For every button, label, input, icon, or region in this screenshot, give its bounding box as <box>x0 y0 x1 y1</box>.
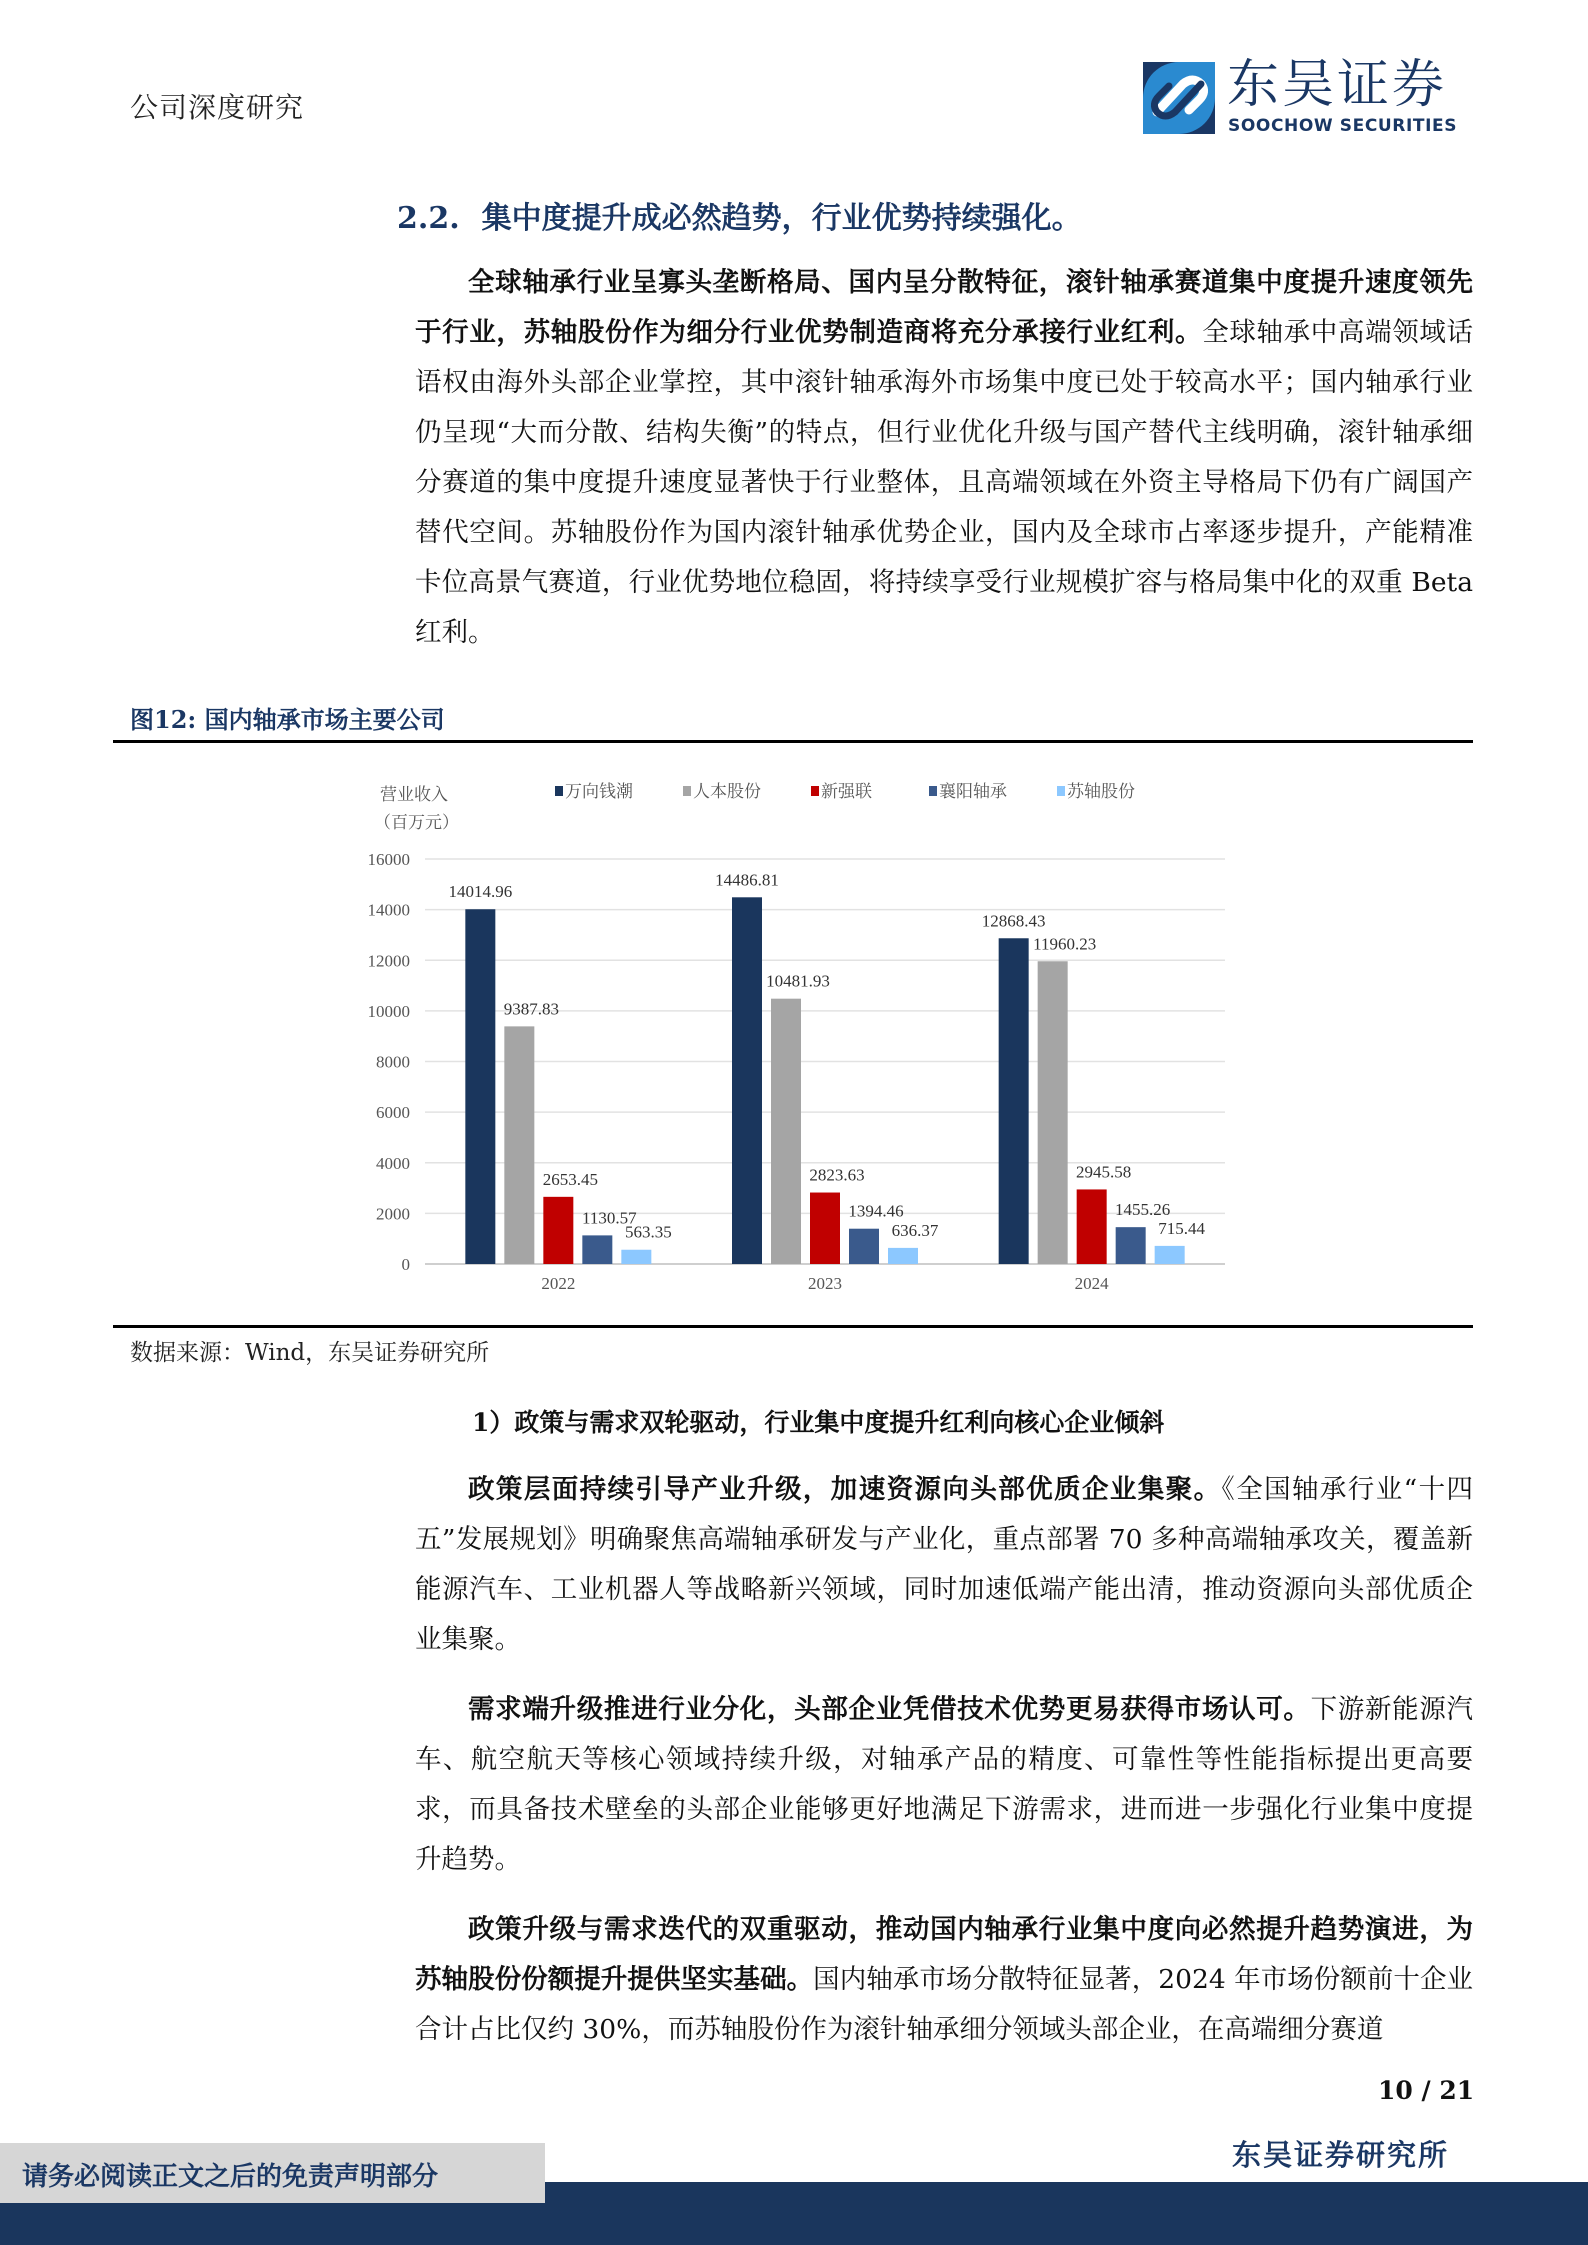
x-tick-label: 2022 <box>541 1274 576 1293</box>
disclaimer-link[interactable]: 请务必阅读正文之后的免责声明部分 <box>22 2162 439 2192</box>
data-label: 2823.63 <box>809 1165 865 1185</box>
legend-label: 人本股份 <box>693 782 761 801</box>
y-tick-label: 2000 <box>376 1204 410 1224</box>
legend-label: 新强联 <box>821 782 872 801</box>
data-label: 10481.93 <box>766 971 830 991</box>
data-label: 12868.43 <box>981 911 1046 931</box>
y-axis-label: 营业收入 <box>380 785 448 804</box>
paragraph-policy <box>415 1465 1473 1665</box>
paragraph-body: 下游新能源汽车、航空航天等核心领域持续升级，对轴承产品的精度、可靠性等性能指标提出更高要求，而具备技术壁垒的头部企业能够更好地满足下游需求，进而进一步强化行业集中度提升趋势。 <box>415 1694 1474 1875</box>
data-label: 9387.83 <box>503 999 559 1019</box>
bar <box>621 1250 651 1264</box>
bar <box>810 1193 840 1264</box>
bar <box>1077 1189 1107 1264</box>
bar <box>1116 1227 1146 1264</box>
page-number: 10 / 21 <box>1378 2076 1475 2105</box>
data-label: 1130.57 <box>582 1208 637 1228</box>
legend-label: 万向钱潮 <box>565 782 633 801</box>
section-title: 集中度提升成必然趋势，行业优势持续强化。 <box>481 201 1082 236</box>
y-tick-label: 10000 <box>367 1001 410 1021</box>
y-tick-label: 16000 <box>367 850 410 869</box>
legend-swatch <box>929 786 937 796</box>
paragraph-industry-overview <box>415 258 1473 658</box>
y-tick-label: 6000 <box>376 1103 410 1123</box>
data-label: 563.35 <box>624 1222 672 1242</box>
logo-cn-text: 东吴证券 <box>1227 55 1448 115</box>
legend-swatch <box>1057 786 1065 796</box>
bar <box>1038 961 1068 1264</box>
paragraph-lead: 需求端升级推进行业分化，头部企业凭借技术优势更易获得市场认可。 <box>468 1694 1311 1725</box>
brand-logo <box>1143 55 1473 138</box>
legend-label: 苏轴股份 <box>1067 782 1135 801</box>
bar <box>732 897 762 1264</box>
y-tick-label: 4000 <box>376 1153 410 1173</box>
figure-title: 图12: 国内轴承市场主要公司 <box>130 705 445 734</box>
bar <box>582 1235 612 1264</box>
subsection-heading: 1）政策与需求双轮驱动，行业集中度提升红利向核心企业倾斜 <box>472 1408 1165 1437</box>
y-tick-label: 8000 <box>376 1052 410 1072</box>
bar <box>888 1248 918 1264</box>
paragraph-body: 《全国轴承行业“十四五”发展规划》明确聚焦高端轴承研发与产业化，重点部署 70 多种高端轴承攻关，覆盖新能源汽车、工业机器人等战略新兴领域，同时加速低端产能出清，推动资源向头部优质企业集聚。 <box>415 1474 1473 1655</box>
paragraph-demand <box>415 1685 1473 1885</box>
section-number: 2.2. <box>397 201 460 236</box>
bar <box>999 938 1029 1264</box>
data-label: 11960.23 <box>1033 934 1097 954</box>
paragraph-lead: 全球轴承行业呈寡头垄断格局、国内呈分散特征，滚针轴承赛道集中度提升速度领先于行业，苏轴股份作为细分行业优势制造商将充分承接行业红利。 <box>415 267 1473 348</box>
x-tick-label: 2024 <box>1074 1274 1109 1293</box>
figure-source: 数据来源：Wind，东吴证券研究所 <box>130 1340 490 1366</box>
figure-bottom-rule <box>113 1325 1473 1328</box>
y-tick-label: 14000 <box>367 900 410 920</box>
paragraph-lead: 政策升级与需求迭代的双重驱动，推动国内轴承行业集中度向必然提升趋势演进，为苏轴股份份额提升提供坚实基础。 <box>415 1914 1473 1995</box>
legend-swatch <box>555 786 563 796</box>
data-label: 1394.46 <box>848 1201 904 1221</box>
y-tick-label: 12000 <box>367 951 410 971</box>
report-type-label: 公司深度研究 <box>130 91 305 124</box>
paragraph-body: 全球轴承中高端领域话语权由海外头部企业掌控，其中滚针轴承海外市场集中度已处于较高水平；国内轴承行业仍呈现“大而分散、结构失衡”的特点，但行业优化升级与国产替代主线明确，滚针轴承细分赛道的集中度提升速度显著快于行业整体，且高端领域在外资主导格局下仍有广阔国产替代空间。苏轴股份作为国内滚针轴承优势企业，国内及全球市占率逐步提升，产能精准卡位高景气赛道，行业优势地位稳固，将持续享受行业规模扩容与格局集中化的双重 Beta 红利。 <box>415 317 1474 648</box>
bar <box>849 1229 879 1264</box>
bar <box>465 909 495 1264</box>
soochow-logo-icon <box>1143 62 1215 134</box>
chart-canvas <box>360 770 1240 1310</box>
paragraph-body: 国内轴承市场分散特征显著，2024 年市场份额前十企业合计占比仅约 30%，而苏轴股份作为滚针轴承细分领域头部企业，在高端细分赛道 <box>415 1964 1474 2045</box>
paragraph-dual-drive <box>415 1905 1473 2055</box>
paragraph-lead: 政策层面持续引导产业升级，加速资源向头部优质企业集聚。 <box>468 1474 1222 1505</box>
bar <box>771 999 801 1264</box>
legend-swatch <box>683 786 691 796</box>
bar <box>543 1197 573 1264</box>
legend-swatch <box>811 786 819 796</box>
bar <box>1155 1246 1185 1264</box>
bar <box>504 1026 534 1264</box>
figure-top-rule <box>113 740 1473 743</box>
data-label: 2945.58 <box>1076 1162 1132 1182</box>
data-label: 636.37 <box>891 1220 939 1240</box>
footer-brand: 东吴证券研究所 <box>1232 2138 1450 2172</box>
data-label: 715.44 <box>1158 1218 1206 1238</box>
data-label: 1455.26 <box>1115 1200 1171 1220</box>
section-heading <box>397 193 1082 237</box>
data-label: 14014.96 <box>448 882 513 902</box>
legend-label: 襄阳轴承 <box>939 782 1007 801</box>
y-axis-label-unit: （百万元） <box>374 813 459 832</box>
bar-chart <box>360 770 1240 1310</box>
x-tick-label: 2023 <box>808 1274 842 1293</box>
logo-en-text: SOOCHOW SECURITIES <box>1228 116 1458 136</box>
data-label: 14486.81 <box>715 870 779 890</box>
data-label: 2653.45 <box>542 1169 598 1189</box>
y-tick-label: 0 <box>401 1255 410 1274</box>
